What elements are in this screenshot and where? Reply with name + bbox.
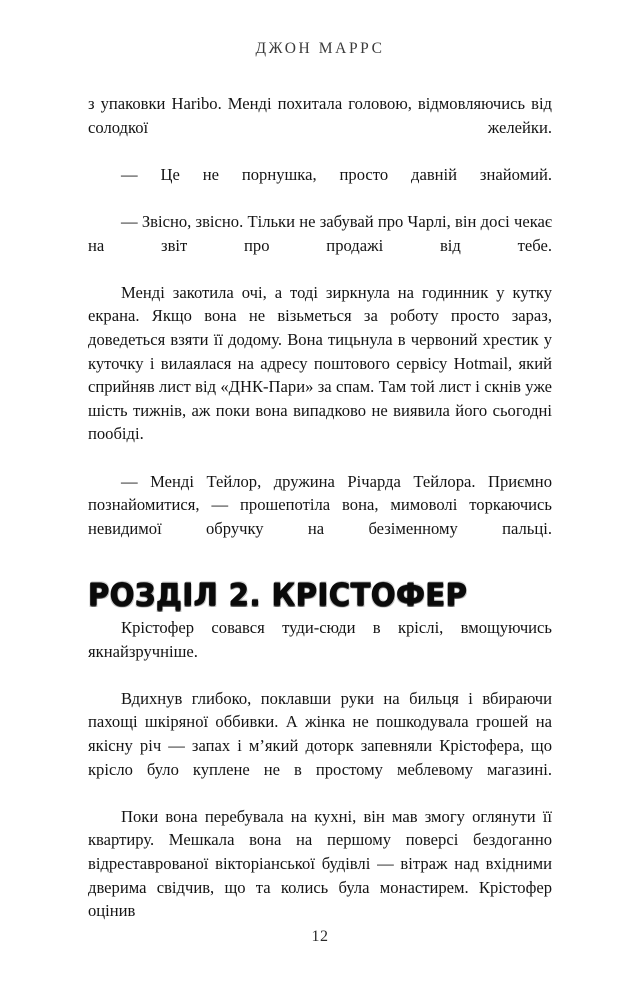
paragraph: Менді закотила очі, а тоді зиркнула на годинник у кутку екрана. Якщо вона не візьметься за роботу просто зараз, доведеться взяти її додому. Вона тицьнула в червоний хрестик у куточку і вилаялася на адресу поштового сервісу Hotmail, який сприйняв лист від «ДНК-Пари» за спам. Там той лист і скнів уже шість тижнів, аж поки вона випадково не виявила його сьогодні пообіді.: [88, 282, 552, 444]
paragraph: — Менді Тейлор, дружина Річарда Тейлора. Приємно познайомитися, — прошепотіла вона, мимоволі торкаючись невидимої обручку на безіменному пальці.: [88, 471, 552, 538]
page-number: 12: [311, 928, 329, 945]
body-text-block-two: [88, 616, 552, 923]
body-text-block-one: [88, 92, 552, 564]
paragraph: Крістофер совався туди-сюди в кріслі, вмощуючись якнайзручніше.: [88, 618, 552, 661]
paragraph: Поки вона перебувала на кухні, він мав змогу оглянути її квартиру. Мешкала вона на першому поверсі бездоганно відреставрованої вікторіанської будівлі — вітраж над вхідними дверима свідчив, що та колись була монастирем. Крістофер оцінив: [88, 806, 552, 921]
paragraph: — Це не порнушка, просто давній знайомий.: [121, 164, 552, 184]
chapter-heading: РОЗДІЛ 2. КРІСТОФЕР: [88, 577, 468, 614]
paragraph: з упаковки Haribo. Менді похитала головою, відмовляючись від солодкої желейки.: [88, 94, 552, 137]
paragraph: Вдихнув глибоко, поклавши руки на бильця і вбираючи пахощі шкіряної оббивки. А жінка не пошкодувала грошей на якісну річ — запах і м’який доторк запевняли Крістофера, що крісло було куплене не в простому меблевому магазині.: [88, 688, 552, 779]
paragraph: — Звісно, звісно. Тільки не забувай про Чарлі, він досі чекає на звіт про продажі від тебе.: [88, 211, 552, 255]
running-header: ДЖОН МАРРС: [255, 40, 385, 57]
